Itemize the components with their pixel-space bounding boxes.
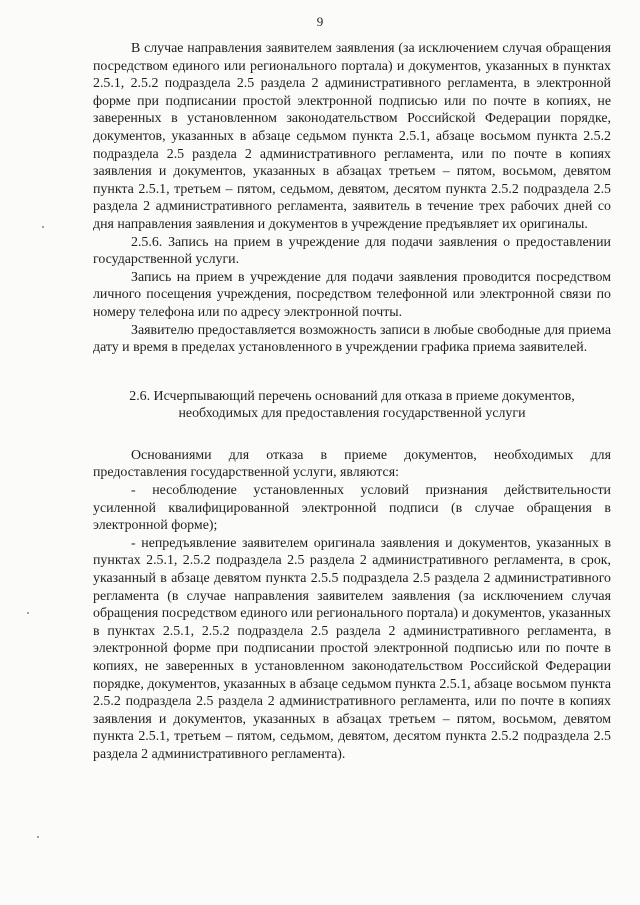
scan-speck	[27, 612, 29, 614]
document-body	[93, 40, 611, 764]
page-number: 9	[316, 14, 324, 29]
scan-speck	[42, 226, 44, 228]
paragraph-appointment-methods: Запись на прием в учреждение для подачи заявления проводится посредством личного посещения учреждения, посредством телефонной или электронной связи по номеру телефона или по адресу электронной почты.	[93, 269, 611, 320]
list-item-signature-validity: - несоблюдение установленных условий признания действительности усиленной квалифицированной электронной подписи (в случае обращения в электронной форме);	[93, 483, 611, 534]
paragraph-appointment-time: Заявителю предоставляется возможность записи в любые свободные для приема дату и время в пределах установленного в учреждении графика приема заявителей.	[93, 322, 611, 356]
scan-speck	[37, 836, 39, 838]
heading-line: необходимых для предоставления государственной услуги	[178, 406, 526, 422]
paragraph-refusal-grounds-intro: Основаниями для отказа в приеме документов, необходимых для предоставления государственной услуги, являются:	[93, 447, 611, 481]
list-item-no-originals: - непредъявление заявителем оригинала заявления и документов, указанных в пунктах 2.5.1, 2.5.2 подраздела 2.5 раздела 2 административного регламента, в срок, указанный в абзаце девятом пункта 2.5.5 подраздела 2.5 раздела 2 административного регламента (в случае направления заявителем заявления (за исключением случая обращения посредством единого или регионального портала) и документов, указанных в пунктах 2.5.1, 2.5.2 подраздела 2.5 раздела 2 административного регламента, в электронной форме при подписании простой электронной подписью или по почте в копиях, не заверенных в установленном законодательством Российской Федерации порядке, документов, указанных в абзаце седьмом пункта 2.5.1, абзаце восьмом пункта 2.5.2 подраздела 2.5 раздела 2 административного регламента, или по почте в копиях заявления и документов, указанных в абзацах третьем – пятом, восьмом, девятом пункта 2.5.1, третьем – пятом, седьмом, девятом, десятом пункта 2.5.2 подраздела 2.5 раздела 2 административного регламента).	[93, 535, 611, 762]
section-heading-2-6	[93, 388, 611, 423]
heading-line: 2.6. Исчерпывающий перечень оснований для отказа в приеме документов,	[129, 388, 575, 404]
paragraph-submission-originals: В случае направления заявителем заявления (за исключением случая обращения посредством единого или регионального портала) и документов, указанных в пунктах 2.5.1, 2.5.2 подраздела 2.5 раздела 2 административного регламента, в электронной форме при подписании простой электронной подписью или по почте в копиях, не заверенных в установленном законодательством Российской Федерации порядке, документов, указанных в абзаце седьмом пункта 2.5.1, абзаце восьмом пункта 2.5.2 подраздела 2.5 раздела 2 административного регламента, или по почте в копиях заявления и документов, указанных в абзацах третьем – пятом, восьмом, девятом пункта 2.5.1, третьем – пятом, седьмом, девятом, десятом пункта 2.5.2 подраздела 2.5 раздела 2 административного регламента, заявитель в течение трех рабочих дней со дня направления заявления и документов в учреждение предъявляет их оригиналы.	[93, 41, 611, 232]
paragraph-2-5-6-title: 2.5.6. Запись на прием в учреждение для подачи заявления о предоставлении государственной услуги.	[93, 234, 611, 268]
